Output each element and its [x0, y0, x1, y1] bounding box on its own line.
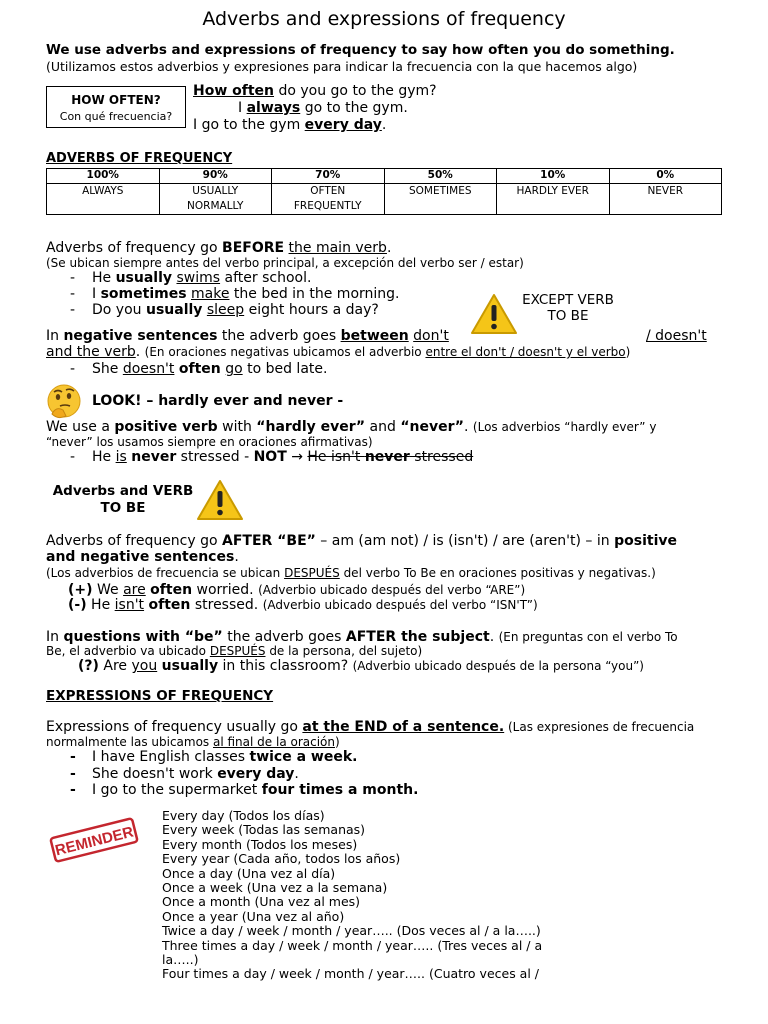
how-often-title: HOW OFTEN? [71, 93, 161, 107]
after-be-note: (Los adverbios de frecuencia se ubican DESPUÉS del verbo To Be en oraciones positivas y negativas.) [46, 566, 656, 580]
adverb: usually [145, 302, 203, 318]
expressions-rule: Expressions of frequency usually go at the END of a sentence. (Las expresiones de frecuencia [46, 719, 695, 735]
table-percent-cell: 90% [159, 169, 272, 184]
table-adverb: NORMALLY [187, 200, 244, 212]
sentence-type-tag: (+) [68, 582, 93, 598]
warning-icon [470, 293, 518, 335]
reminder-item: Three times a day / week / month / year….. (Tres veces al / a [162, 937, 543, 953]
expressions-heading: EXPRESSIONS OF FREQUENCY [46, 688, 274, 704]
table-percent-cell: 50% [384, 169, 497, 184]
adverbs-and-verb-to-be-heading: Adverbs and VERB TO BE [52, 483, 194, 516]
table-adverb-cell [159, 184, 272, 215]
reminder-item: Once a year (Una vez al año) [162, 908, 345, 924]
text-fragment: the bed in the morning. [229, 286, 400, 302]
reminder-stamp [48, 815, 140, 865]
bullet-dash: - [70, 766, 76, 782]
frequency-table [46, 168, 722, 215]
positive-example: - He is never stressed - NOT → He isn't never stressed [70, 449, 474, 465]
table-adverb-cell [47, 184, 160, 215]
text-fragment: Do you [92, 302, 146, 318]
table-adverb-cell [497, 184, 610, 215]
text-fragment: eight hours a day? [244, 302, 379, 318]
text-fragment: worried. [192, 582, 259, 598]
bullet-dash: - [70, 286, 76, 302]
example-bullet [70, 782, 418, 798]
translation-note: (Adverbio ubicado después del verbo “ISN'T”) [262, 598, 538, 612]
bullet-dash: - [70, 782, 76, 798]
be-example [68, 597, 538, 613]
text-fragment: He [92, 270, 116, 286]
table-adverb: FREQUENTLY [293, 200, 362, 212]
reminder-item: Every week (Todas las semanas) [162, 822, 366, 838]
frequency-expression: twice a week. [249, 749, 358, 765]
text-fragment: We [92, 582, 124, 598]
page-title: Adverbs and expressions of frequency [202, 8, 566, 30]
text-fragment: She doesn't work [92, 766, 218, 782]
example-answer-2: I go to the gym every day. [193, 117, 387, 133]
negative-rule-doesnt: / doesn't [646, 328, 707, 344]
text-fragment: I go to the supermarket [92, 782, 262, 798]
frequency-expression: four times a month. [261, 782, 419, 798]
example-answer-1: I always go to the gym. [238, 100, 408, 116]
bullet-dash: - [70, 270, 76, 286]
table-adverb: USUALLY [192, 185, 239, 197]
reminder-stamp-text: REMINDER [53, 823, 136, 860]
negative-rule: In negative sentences the adverb goes between don't [46, 328, 449, 344]
table-adverb-cell [272, 184, 385, 215]
bullet-dash: - [70, 302, 76, 318]
table-adverb: OFTEN [310, 185, 346, 197]
text-fragment: stressed. [190, 597, 263, 613]
text-fragment: He [86, 597, 115, 613]
translation-note: (Adverbio ubicado después del verbo “ARE”) [258, 583, 526, 597]
table-percent-cell: 100% [47, 169, 160, 184]
main-verb: make [191, 286, 230, 302]
negative-example: - She doesn't often go to bed late. [70, 361, 328, 377]
example-question: How often do you go to the gym? [193, 83, 437, 99]
table-adverb-cell [384, 184, 497, 215]
frequency-expression: every day [217, 766, 295, 782]
look-heading: LOOK! – hardly ever and never - [92, 393, 344, 409]
reminder-item: Every year (Cada año, todos los años) [162, 851, 401, 867]
after-be-rule: Adverbs of frequency go AFTER “BE” – am (am not) / is (isn't) / are (aren't) – in positive [46, 533, 677, 549]
text-fragment: I have English classes [92, 749, 250, 765]
thinking-face-icon [46, 384, 82, 420]
before-note: (Se ubican siempre antes del verbo principal, a excepción del verbo ser / estar) [46, 256, 524, 270]
questions-note: Be, el adverbio va ubicado DESPUÉS de la persona, del sujeto) [46, 644, 423, 658]
example-bullet [70, 749, 357, 765]
how-often-box [46, 86, 186, 128]
expressions-note: normalmente las ubicamos al final de la oración) [46, 735, 340, 749]
main-verb: swims [176, 270, 221, 286]
reminder-item: Once a month (Una vez al mes) [162, 894, 361, 910]
except-verb-to-be-label: EXCEPT VERB TO BE [522, 292, 614, 324]
adverb: often [148, 597, 191, 613]
negative-rule-line2: and the verb. (En oraciones negativas ubicamos el adverbio entre el don't / doesn't y el verbo) [46, 344, 631, 360]
be-example [68, 582, 525, 598]
verb-be: isn't [114, 597, 145, 613]
reminder-item: Once a day (Una vez al día) [162, 865, 336, 881]
text-fragment: I [92, 286, 101, 302]
reminder-item: Every month (Todos los meses) [162, 836, 358, 852]
table-adverb: HARDLY EVER [516, 185, 589, 197]
adverb: usually [115, 270, 173, 286]
table-percent-cell: 70% [272, 169, 385, 184]
adverb: often [150, 582, 193, 598]
sentence-type-tag: (-) [68, 597, 87, 613]
questions-rule: In questions with “be” the adverb goes AFTER the subject. (En preguntas con el verbo To [46, 629, 678, 645]
table-adverb-cell [609, 184, 722, 215]
text-fragment: . [294, 766, 299, 782]
intro-translation: (Utilizamos estos adverbios y expresiones para indicar la frecuencia con la que hacemos algo) [46, 59, 638, 74]
table-adverb: SOMETIMES [409, 185, 472, 197]
verb-be: are [123, 582, 146, 598]
example-bullet [70, 270, 311, 286]
table-adverb: NEVER [647, 185, 684, 197]
reminder-item: Every day (Todos los días) [162, 808, 325, 823]
example-bullet [70, 286, 400, 302]
positive-rule: We use a positive verb with “hardly ever” and “never”. (Los adverbios “hardly ever” y [46, 419, 657, 435]
reminder-item: la…..) [162, 952, 199, 967]
intro-text: We use adverbs and expressions of frequency to say how often you do something. [46, 42, 675, 58]
example-bullet [70, 302, 379, 318]
warning-icon [196, 479, 244, 521]
reminder-item: Twice a day / week / month / year….. (Dos veces al / a la…..) [162, 923, 541, 939]
bullet-dash: - [70, 749, 76, 765]
table-percent-cell: 10% [497, 169, 610, 184]
adverbs-heading: ADVERBS OF FREQUENCY [46, 151, 233, 166]
text-fragment: after school. [220, 270, 312, 286]
table-percent-cell: 0% [609, 169, 722, 184]
after-be-rule-line2: and negative sentences. [46, 549, 239, 565]
question-example: (?) Are you usually in this classroom? (Adverbio ubicado después de la persona “you”) [78, 658, 644, 674]
reminder-item: Four times a day / week / month / year….. (Cuatro veces al / [162, 966, 540, 982]
reminder-item: Once a week (Una vez a la semana) [162, 880, 388, 895]
before-rule: Adverbs of frequency go BEFORE the main verb. [46, 240, 392, 256]
example-bullet [70, 766, 299, 782]
adverb: sometimes [100, 286, 187, 302]
table-adverb: ALWAYS [82, 185, 124, 197]
positive-note: “never” los usamos siempre en oraciones afirmativas) [46, 435, 373, 449]
how-often-subtitle: Con qué frecuencia? [59, 110, 173, 123]
main-verb: sleep [206, 302, 245, 318]
